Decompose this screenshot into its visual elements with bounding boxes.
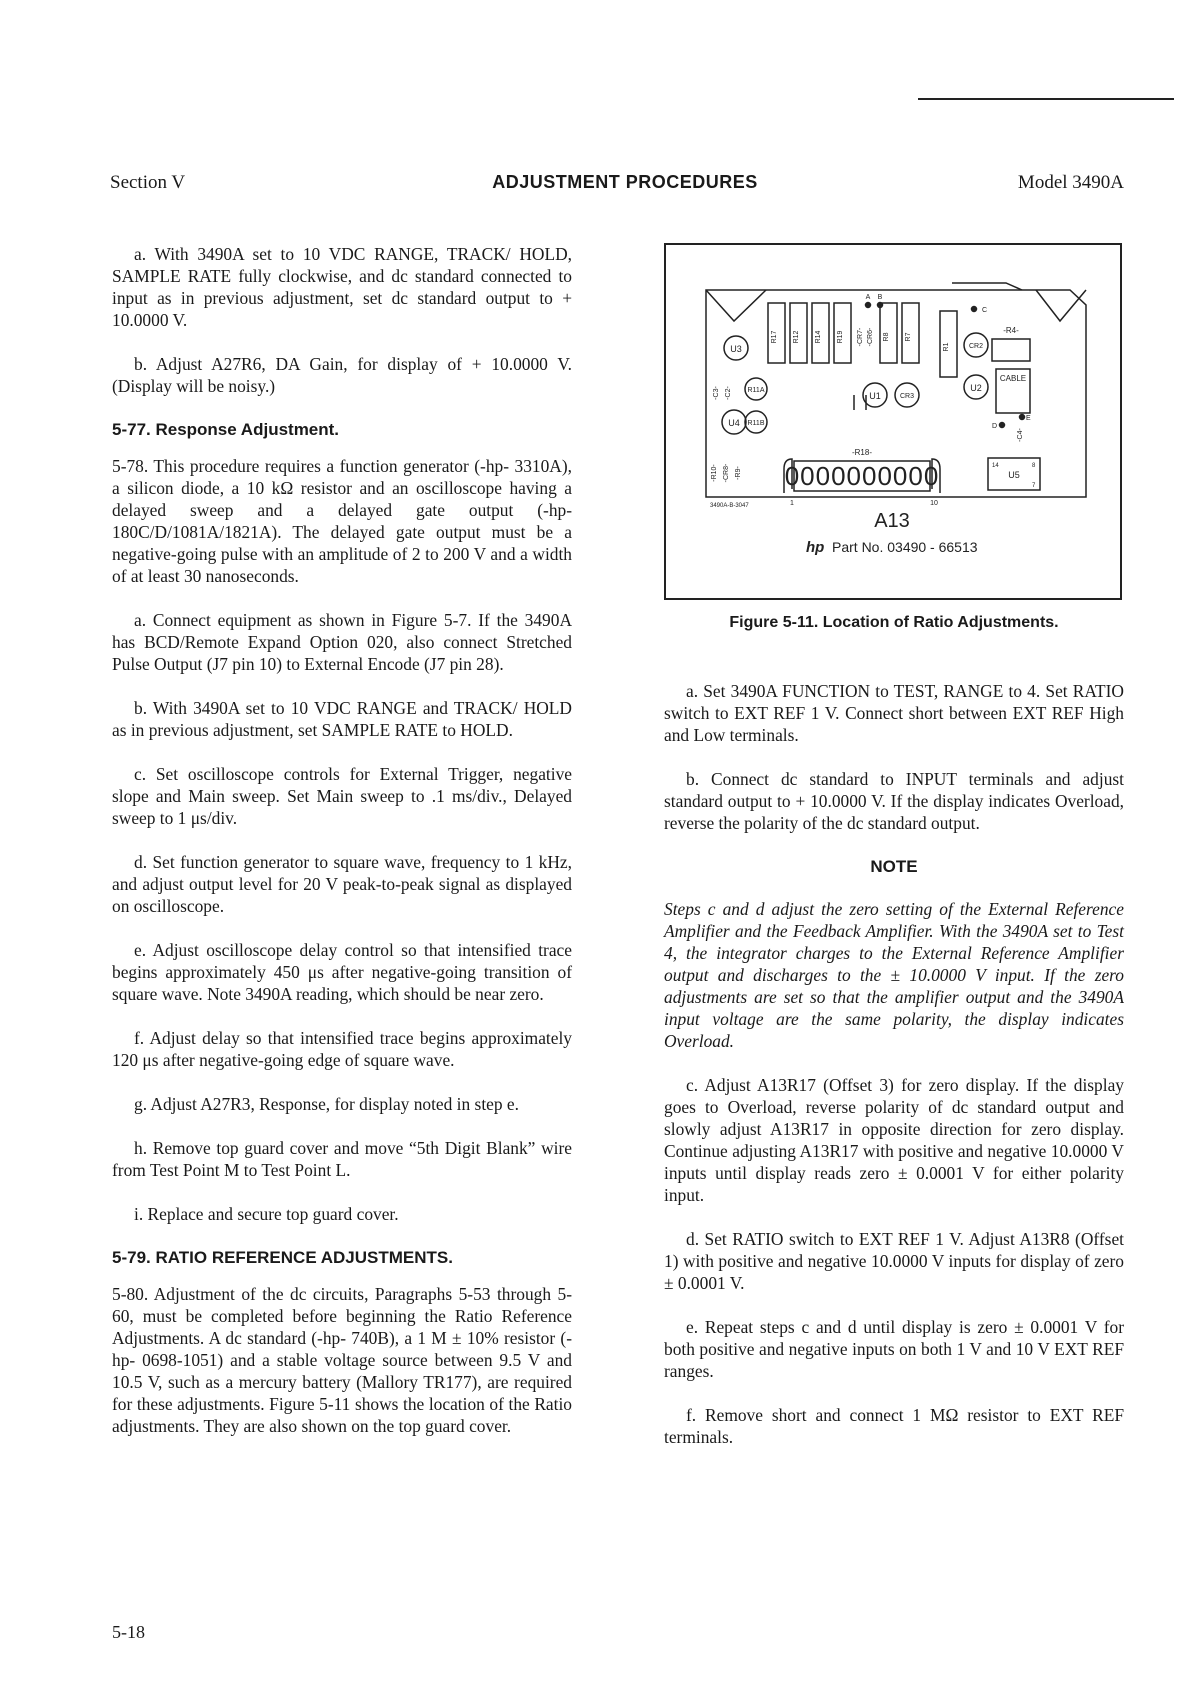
left-column [112, 243, 572, 1459]
label-tp-c: C [982, 307, 988, 314]
hp-logo: hp [806, 539, 825, 556]
label-r8: R8 [883, 332, 890, 342]
test-point-a [866, 303, 871, 308]
label-c4: -C4- [1017, 428, 1024, 442]
label-u1: U1 [869, 391, 881, 401]
paragraph-response-d: d. Set function generator to square wave, frequency to 1 kHz, and adjust output level for 20 V peak-to-peak signal as displayed on oscilloscope. [112, 852, 572, 916]
label-r1: R1 [943, 342, 950, 352]
label-u5-pin-14: 14 [992, 463, 999, 469]
label-r12: R12 [793, 330, 800, 344]
label-c2: -C2- [725, 386, 732, 400]
paragraph-response-h: h. Remove top guard cover and move “5th Digit Blank” wire from Test Point M to Test Point L. [112, 1138, 572, 1180]
figure-5-11 [664, 243, 1122, 600]
paragraph-ratio-e: e. Repeat steps c and d until display is zero ± 0.0001 V for both positive and negative inputs on both 1 V and 10 V EXT REF ranges. [664, 1317, 1124, 1381]
label-cr7: -CR7- [857, 327, 864, 347]
label-tp-b: B [877, 294, 883, 301]
paragraph-b-da-gain-adjust: b. Adjust A27R6, DA Gain, for display of + 10.0000 V. (Display will be noisy.) [112, 354, 572, 396]
label-cr2: CR2 [968, 343, 984, 350]
paragraph-ratio-a: a. Set 3490A FUNCTION to TEST, RANGE to 4. Set RATIO switch to EXT REF 1 V. Connect short between EXT REF High and Low terminals. [664, 681, 1124, 745]
page-number: 5-18 [112, 1622, 145, 1642]
header-section: Section V [110, 172, 186, 193]
label-pin-1: 1 [790, 500, 794, 507]
note-body: Steps c and d adjust the zero setting of the External Reference Amplifier and the Feedback Amplifier. With the 3490A set to Test 4, the integrator charges to the External Reference Amplifier output and discharges to the ± 10.0000 V input. If the zero adjustments are set so that the amplifier output and the 3490A input voltage are the same polarity, the display indicates Overload. [664, 899, 1124, 1051]
paragraph-ratio-c: c. Adjust A13R17 (Offset 3) for zero display. If the display goes to Overload, reverse polarity of dc standard output and slowly adjust A13R17 in opposite direction for zero display. Continue adjusting A13R17 with positive and negative 10.0000 V inputs until display reads zero ± 0.0001 V for either polarity input. [664, 1075, 1124, 1205]
figure-caption: Figure 5-11. Location of Ratio Adjustments. [729, 614, 1059, 631]
label-part-number: Part No. 03490 - 66513 [832, 539, 978, 555]
label-u2: U2 [970, 383, 982, 393]
paragraph-response-g: g. Adjust A27R3, Response, for display noted in step e. [134, 1094, 519, 1114]
label-cr8: -CR8- [723, 463, 730, 483]
header-model: Model 3490A [1017, 172, 1124, 193]
label-tp-a: A [865, 294, 871, 301]
label-r18-pins: 0000000000 [784, 461, 940, 491]
label-r11b: R11B [747, 420, 765, 427]
label-r17: R17 [771, 330, 778, 344]
label-r7: R7 [905, 332, 912, 342]
label-u4: U4 [728, 418, 740, 428]
label-pin-10: 10 [930, 500, 938, 507]
test-point-e [1020, 415, 1025, 420]
paragraph-ratio-d: d. Set RATIO switch to EXT REF 1 V. Adjust A13R8 (Offset 1) with positive and negative 10.0000 V inputs for display of zero ± 0.0001 V. [664, 1229, 1124, 1293]
paragraph-5-80: 5-80. Adjustment of the dc circuits, Paragraphs 5-53 through 5-60, must be completed before beginning the Ratio Reference Adjustments. A dc standard (-hp- 740B), a 1 M ± 10% resistor (-hp- 0698-1051) and a stable voltage source between 9.5 V and 10.5 V, such as a mercury battery (Mallory TR177), are required for these adjustments. Figure 5-11 shows the location of the Ratio adjustments. They are also shown on the top guard cover. [112, 1284, 572, 1436]
label-r4: -R4- [1003, 326, 1019, 335]
paragraph-response-b: b. With 3490A set to 10 VDC RANGE and TRACK/ HOLD as in previous adjustment, set SAMPLE RATE to HOLD. [112, 698, 572, 740]
corner-notch-left [706, 290, 766, 321]
label-cr6: -CR6- [867, 327, 874, 347]
edge-tab [952, 283, 1022, 290]
component-ticks [854, 395, 866, 410]
label-r18: -R18- [851, 448, 873, 457]
label-cr3: CR3 [899, 393, 915, 400]
label-tp-e: E [1026, 415, 1031, 422]
label-r9: -R9- [735, 466, 742, 480]
label-tp-d: D [992, 423, 998, 430]
resistor-r4 [992, 339, 1030, 361]
label-board-a13: A13 [874, 510, 910, 532]
label-u5: U5 [1008, 470, 1020, 480]
right-column [664, 243, 1124, 1470]
test-point-d [1000, 423, 1005, 428]
note-heading: NOTE [870, 857, 918, 876]
paragraph-response-f: f. Adjust delay so that intensified trace begins approximately 120 μs after negative-going edge of square wave. [112, 1028, 572, 1070]
paragraph-5-78: 5-78. This procedure requires a function generator (-hp- 3310A), a silicon diode, a 10 kΩ resistor and an oscilloscope having a delayed sweep and a delayed gate output (-hp- 180C/D/1081A/1821A). The delayed gate output must be a negative-going pulse with an amplitude of 2 to 200 V and a width of at least 30 nanoseconds. [112, 456, 572, 586]
test-point-c [972, 307, 977, 312]
paragraph-response-e: e. Adjust oscilloscope delay control so that intensified trace begins approximately 450 μs after negative-going transition of square wave. Note 3490A reading, which should be near zero. [112, 940, 572, 1004]
paragraph-a-da-gain-setup: a. With 3490A set to 10 VDC RANGE, TRACK/ HOLD, SAMPLE RATE fully clockwise, and dc standard connected to input as in previous adjustment, set dc standard output to + 10.0000 V. [112, 244, 572, 330]
label-u5-pin-7: 7 [1032, 483, 1036, 489]
heading-ratio-reference: 5-79. RATIO REFERENCE ADJUSTMENTS. [112, 1248, 453, 1267]
paragraph-response-c: c. Set oscilloscope controls for External Trigger, negative slope and Main sweep. Set Main sweep to .1 ms/div., Delayed sweep to 1 μs/div. [112, 764, 572, 828]
label-r10: -R10- [711, 464, 718, 482]
corner-notch-right [1036, 290, 1086, 321]
paragraph-ratio-b: b. Connect dc standard to INPUT terminals and adjust standard output to + 10.0000 V. If the display indicates Overload, reverse the polarity of the dc standard output. [664, 769, 1124, 833]
paragraph-ratio-f: f. Remove short and connect 1 MΩ resistor to EXT REF terminals. [664, 1405, 1124, 1447]
label-board-serial: 3490A-B-3047 [710, 503, 749, 509]
test-point-b [878, 303, 883, 308]
paragraph-response-a: a. Connect equipment as shown in Figure 5-7. If the 3490A has BCD/Remote Expand Option 020, also connect Stretched Pulse Output (J7 pin 10) to External Encode (J7 pin 28). [112, 610, 572, 674]
label-u5-pin-8: 8 [1032, 463, 1036, 469]
header-title: ADJUSTMENT PROCEDURES [492, 172, 758, 192]
label-c3: -C3- [713, 386, 720, 400]
label-r19: R19 [837, 330, 844, 344]
label-r14: R14 [815, 330, 822, 344]
a13-board-diagram [666, 245, 1124, 602]
heading-response-adjustment: 5-77. Response Adjustment. [112, 420, 340, 439]
top-rule [918, 98, 1174, 100]
label-cable: CABLE [999, 374, 1027, 383]
paragraph-response-i: i. Replace and secure top guard cover. [134, 1204, 399, 1224]
label-u3: U3 [730, 344, 742, 354]
label-r11a: R11A [747, 387, 765, 394]
